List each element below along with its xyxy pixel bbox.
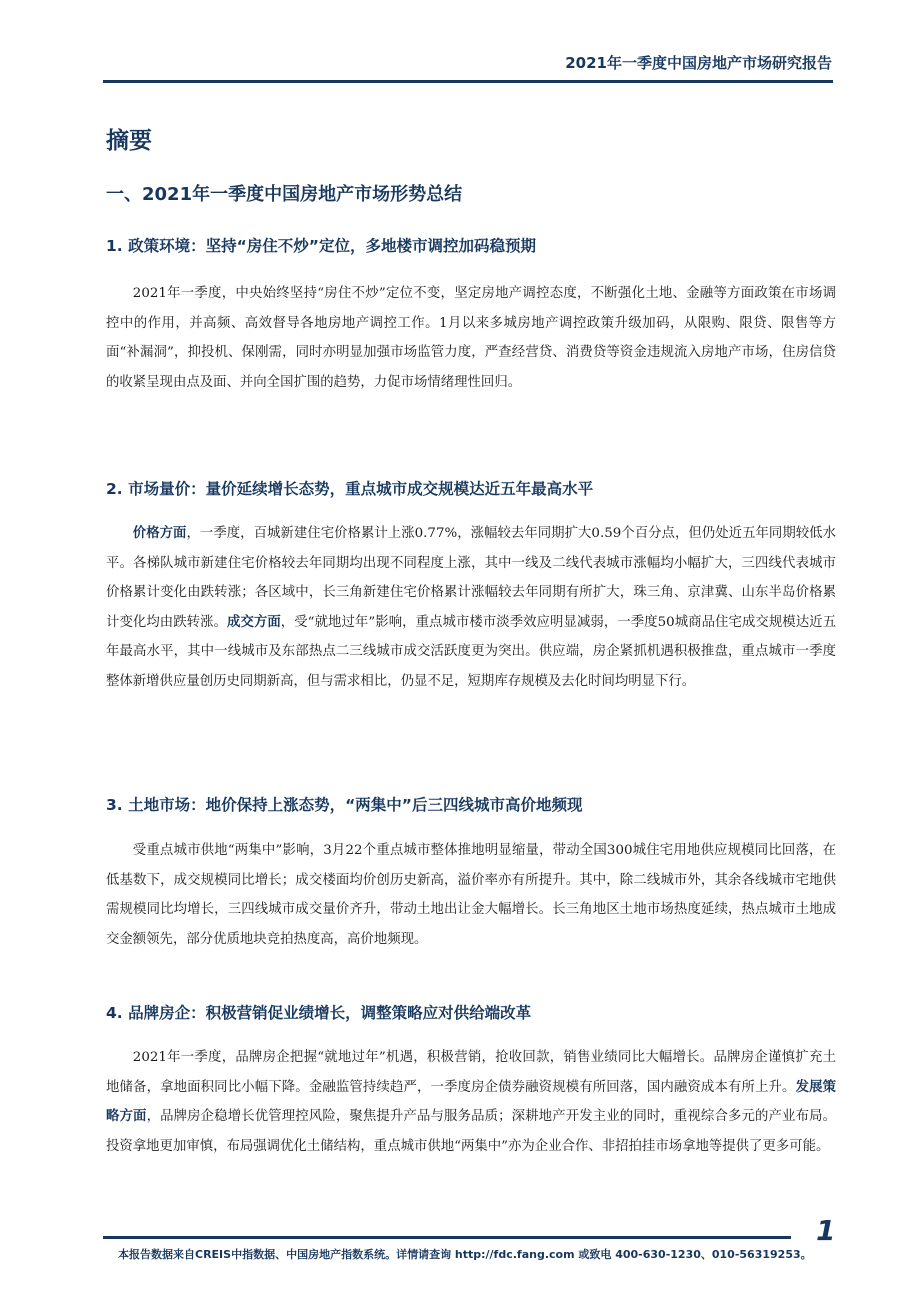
- subsection-4-text-part-1: 2021年一季度，品牌房企把握“就地过年”机遇，积极营销，抢收回款，销售业绩同比大幅增长。品牌房企谨慎扩充土地储备，拿地面积同比小幅下降。金融监管持续趋严，一季度房企债券融资规模有所回落，国内融资成本有所上升。: [106, 1050, 836, 1095]
- subsection-2-text-part-2: ，受“就地过年”影响，重点城市楼市淡季效应明显减弱，一季度50城商品住宅成交规模达近五年最高水平，其中一线城市及东部热点二三线城市成交活跃度更为突出。供应端，房企紧抓机遇积极推盘，重点城市一季度整体新增供应量创历史同期新高，但与需求相比，仍显不足，短期库存规模及去化时间均明显下行。: [106, 614, 837, 689]
- page-number: 1: [816, 1214, 836, 1247]
- footer-divider: [103, 1236, 791, 1239]
- subsection-4-paragraph: [106, 1043, 836, 1161]
- subsection-3-paragraph: 受重点城市供地“两集中”影响，3月22个重点城市整体推地明显缩量，带动全国300城住宅用地供应规模同比回落，在低基数下，成交规模同比增长；成交楼面均价创历史新高，溢价率亦有所提升。其中，除二线城市外，其余各线城市宅地供需规模同比均增长，三四线城市成交量价齐升，带动土地出让金大幅增长。长三角地区土地市场热度延续，热点城市土地成交金额领先，部分优质地块竞拍热度高，高价地频现。: [106, 843, 836, 947]
- subsection-2-paragraph: [106, 519, 836, 696]
- footer-source-note: 本报告数据来自CREIS中指数据、中国房地产指数系统。详情请查询 http://fdc.fang.com 或致电 400-630-1230、010-56319253。: [118, 1248, 812, 1261]
- section-title: 一、2021年一季度中国房地产市场形势总结: [106, 184, 463, 205]
- abstract-title: 摘要: [106, 128, 152, 154]
- subsection-2-heading: 2. 市场量价：量价延续增长态势，重点城市成交规模达近五年最高水平: [106, 480, 594, 498]
- report-title: 2021年一季度中国房地产市场研究报告: [565, 54, 832, 72]
- highlight-price: 价格方面: [132, 525, 187, 541]
- subsection-1-paragraph: 2021年一季度，中央始终坚持“房住不炒”定位不变，坚定房地产调控态度，不断强化土地、金融等方面政策在市场调控中的作用，并高频、高效督导各地房地产调控工作。1月以来多城房地产调控政策升级加码，从限购、限贷、限售等方面“补漏洞”，抑投机、保刚需，同时亦明显加强市场监管力度，严查经营贷、消费贷等资金违规流入房地产市场，住房信贷的收紧呈现由点及面、并向全国扩围的趋势，力促市场情绪理性回归。: [106, 286, 836, 390]
- highlight-strategy: 发展策略方面: [106, 1078, 837, 1124]
- subsection-1-heading: 1. 政策环境：坚持“房住不炒”定位，多地楼市调控加码稳预期: [106, 237, 536, 255]
- subsection-2-text-part-1: ，一季度，百城新建住宅价格累计上涨0.77%，涨幅较去年同期扩大0.59个百分点，但仍处近五年同期较低水平。各梯队城市新建住宅价格较去年同期均出现不同程度上涨，其中一线及二线代表城市涨幅均小幅扩大，三四线代表城市价格累计变化由跌转涨；各区域中，长三角新建住宅价格累计涨幅较去年同期有所扩大，珠三角、京津冀、山东半岛价格累计变化均由跌转涨。: [106, 526, 836, 630]
- subsection-4-heading: 4. 品牌房企：积极营销促业绩增长，调整策略应对供给端改革: [106, 1004, 532, 1022]
- highlight-transactions: 成交方面: [227, 613, 281, 630]
- subsection-3-heading: 3. 土地市场：地价保持上涨态势，“两集中”后三四线城市高价地频现: [106, 796, 583, 814]
- subsection-4-text-part-2: ，品牌房企稳增长优管理控风险，聚焦提升产品与服务品质；深耕地产开发主业的同时，重视综合多元的产业布局。投资拿地更加审慎，布局强调优化土储结构，重点城市供地“两集中”亦为企业合作、非招拍挂市场拿地等提供了更多可能。: [106, 1109, 837, 1154]
- header-divider: [103, 80, 833, 83]
